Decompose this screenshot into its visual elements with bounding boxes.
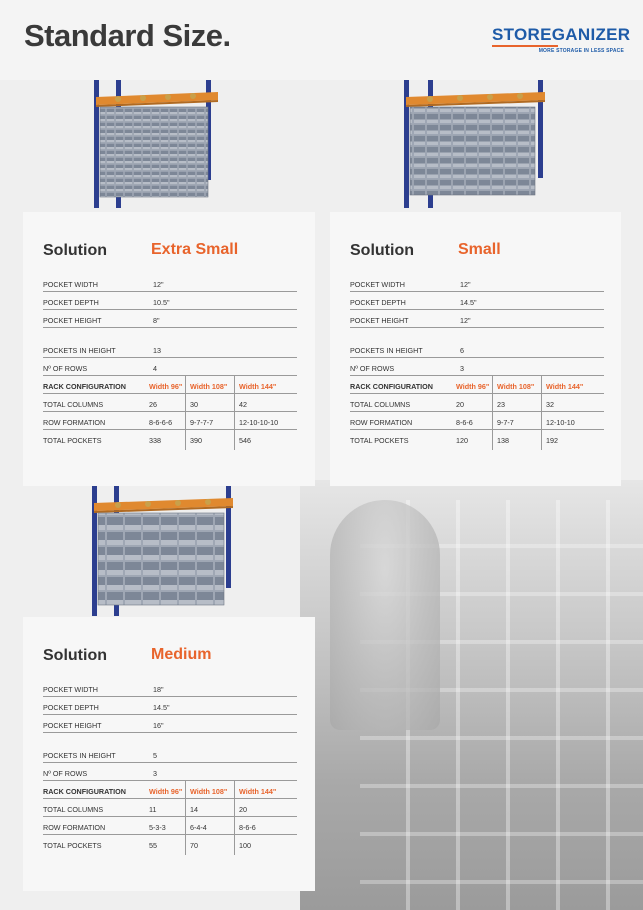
column-divider	[492, 376, 493, 450]
logo-tagline: MORE STORAGE IN LESS SPACE	[538, 48, 624, 54]
spec-row-pocket-depth: POCKET DEPTH 10.5"	[43, 292, 297, 310]
worker-figure	[330, 500, 440, 730]
logo-underline	[492, 45, 558, 47]
column-divider	[185, 376, 186, 450]
spec-row-rack-configuration: RACK CONFIGURATION Width 96" Width 108" Width 144"	[350, 376, 604, 394]
column-divider	[234, 781, 235, 855]
spec-row-total-pockets: TOTAL POCKETS 120 138 192	[350, 436, 558, 445]
spec-row-pockets-in-height: POCKETS IN HEIGHT 5	[43, 745, 297, 763]
spec-row-row-formation: ROW FORMATION 8-6-6-6 9-7-7-7 12-10-10-10	[43, 412, 297, 430]
spec-row-pocket-height: POCKET HEIGHT 8"	[43, 310, 297, 328]
storeganizer-logo	[492, 25, 631, 54]
solution-card-medium	[23, 617, 315, 891]
spec-row-pocket-width: POCKET WIDTH 12"	[43, 274, 297, 292]
logo-ganizer-text: GANIZER	[551, 25, 631, 44]
spec-row-row-formation: ROW FORMATION 8-6-6 9-7-7 12-10-10	[350, 412, 604, 430]
spec-row-pocket-width: POCKET WIDTH 18"	[43, 679, 297, 697]
spec-row-no-of-rows: Nº OF ROWS 3	[43, 763, 297, 781]
rack-illustration-extra-small	[88, 80, 228, 210]
spec-row-total-columns: TOTAL COLUMNS 11 14 20	[43, 799, 297, 817]
rack-illustration-small	[400, 80, 550, 210]
column-divider	[234, 376, 235, 450]
spec-row-total-columns: TOTAL COLUMNS 20 23 32	[350, 394, 604, 412]
spec-row-rack-configuration: RACK CONFIGURATION Width 96" Width 108" Width 144"	[43, 376, 297, 394]
spec-row-row-formation: ROW FORMATION 5-3-3 6-4-4 8-6-6	[43, 817, 297, 835]
spec-row-total-columns: TOTAL COLUMNS 26 30 42	[43, 394, 297, 412]
spec-row-rack-configuration: RACK CONFIGURATION Width 96" Width 108" Width 144"	[43, 781, 297, 799]
solution-label: Solution	[43, 647, 107, 664]
solution-card-small	[330, 212, 621, 486]
spec-row-pockets-in-height: POCKETS IN HEIGHT 6	[350, 340, 604, 358]
solution-label: Solution	[43, 242, 107, 259]
rack-illustration-medium	[88, 486, 238, 618]
spec-row-total-pockets: TOTAL POCKETS 338 390 546	[43, 436, 251, 445]
spec-row-no-of-rows: Nº OF ROWS 3	[350, 358, 604, 376]
spec-row-pockets-in-height: POCKETS IN HEIGHT 13	[43, 340, 297, 358]
solution-card-extra-small	[23, 212, 315, 486]
spec-row-pocket-depth: POCKET DEPTH 14.5"	[43, 697, 297, 715]
solution-name: Extra Small	[151, 241, 239, 258]
solution-label: Solution	[350, 242, 414, 259]
spec-row-total-pockets: TOTAL POCKETS 55 70 100	[43, 841, 251, 850]
column-divider	[185, 781, 186, 855]
spec-row-pocket-height: POCKET HEIGHT 12"	[350, 310, 604, 328]
spec-row-pocket-width: POCKET WIDTH 12"	[350, 274, 604, 292]
solution-name: Medium	[151, 646, 212, 663]
spec-row-pocket-height: POCKET HEIGHT 16"	[43, 715, 297, 733]
logo-store-text: STORE	[492, 25, 552, 44]
spec-row-pocket-depth: POCKET DEPTH 14.5"	[350, 292, 604, 310]
solution-name: Small	[458, 241, 501, 258]
spec-row-no-of-rows: Nº OF ROWS 4	[43, 358, 297, 376]
column-divider	[541, 376, 542, 450]
page-title: Standard Size.	[24, 18, 231, 53]
